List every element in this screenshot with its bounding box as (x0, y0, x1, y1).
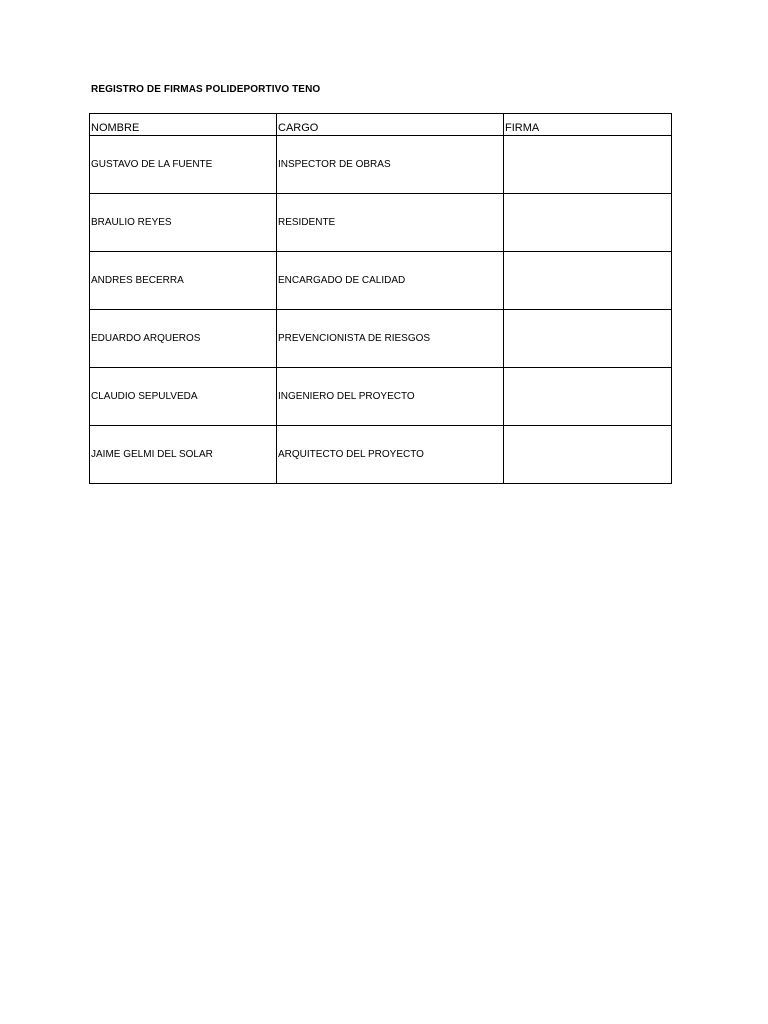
table-row (90, 310, 672, 368)
name-cell: EDUARDO ARQUEROS (90, 310, 277, 368)
signature-cell (504, 426, 672, 484)
table-row (90, 368, 672, 426)
signature-cell (504, 368, 672, 426)
name-cell: JAIME GELMI DEL SOLAR (90, 426, 277, 484)
column-header-name: NOMBRE (90, 114, 277, 136)
signature-cell (504, 310, 672, 368)
role-cell: ENCARGADO DE CALIDAD (277, 252, 504, 310)
name-cell: CLAUDIO SEPULVEDA (90, 368, 277, 426)
name-cell: BRAULIO REYES (90, 194, 277, 252)
table-row (90, 194, 672, 252)
signature-cell (504, 194, 672, 252)
table-row (90, 136, 672, 194)
document-title: REGISTRO DE FIRMAS POLIDEPORTIVO TENO (91, 84, 321, 95)
signature-cell (504, 252, 672, 310)
table-header-row (90, 114, 672, 136)
name-cell: GUSTAVO DE LA FUENTE (90, 136, 277, 194)
role-cell: ARQUITECTO DEL PROYECTO (277, 426, 504, 484)
role-cell: RESIDENTE (277, 194, 504, 252)
signature-cell (504, 136, 672, 194)
table-row (90, 426, 672, 484)
role-cell: INSPECTOR DE OBRAS (277, 136, 504, 194)
name-cell: ANDRES BECERRA (90, 252, 277, 310)
role-cell: PREVENCIONISTA DE RIESGOS (277, 310, 504, 368)
role-cell: INGENIERO DEL PROYECTO (277, 368, 504, 426)
column-header-signature: FIRMA (504, 114, 672, 136)
column-header-role: CARGO (277, 114, 504, 136)
table-row (90, 252, 672, 310)
signature-table (89, 113, 672, 484)
